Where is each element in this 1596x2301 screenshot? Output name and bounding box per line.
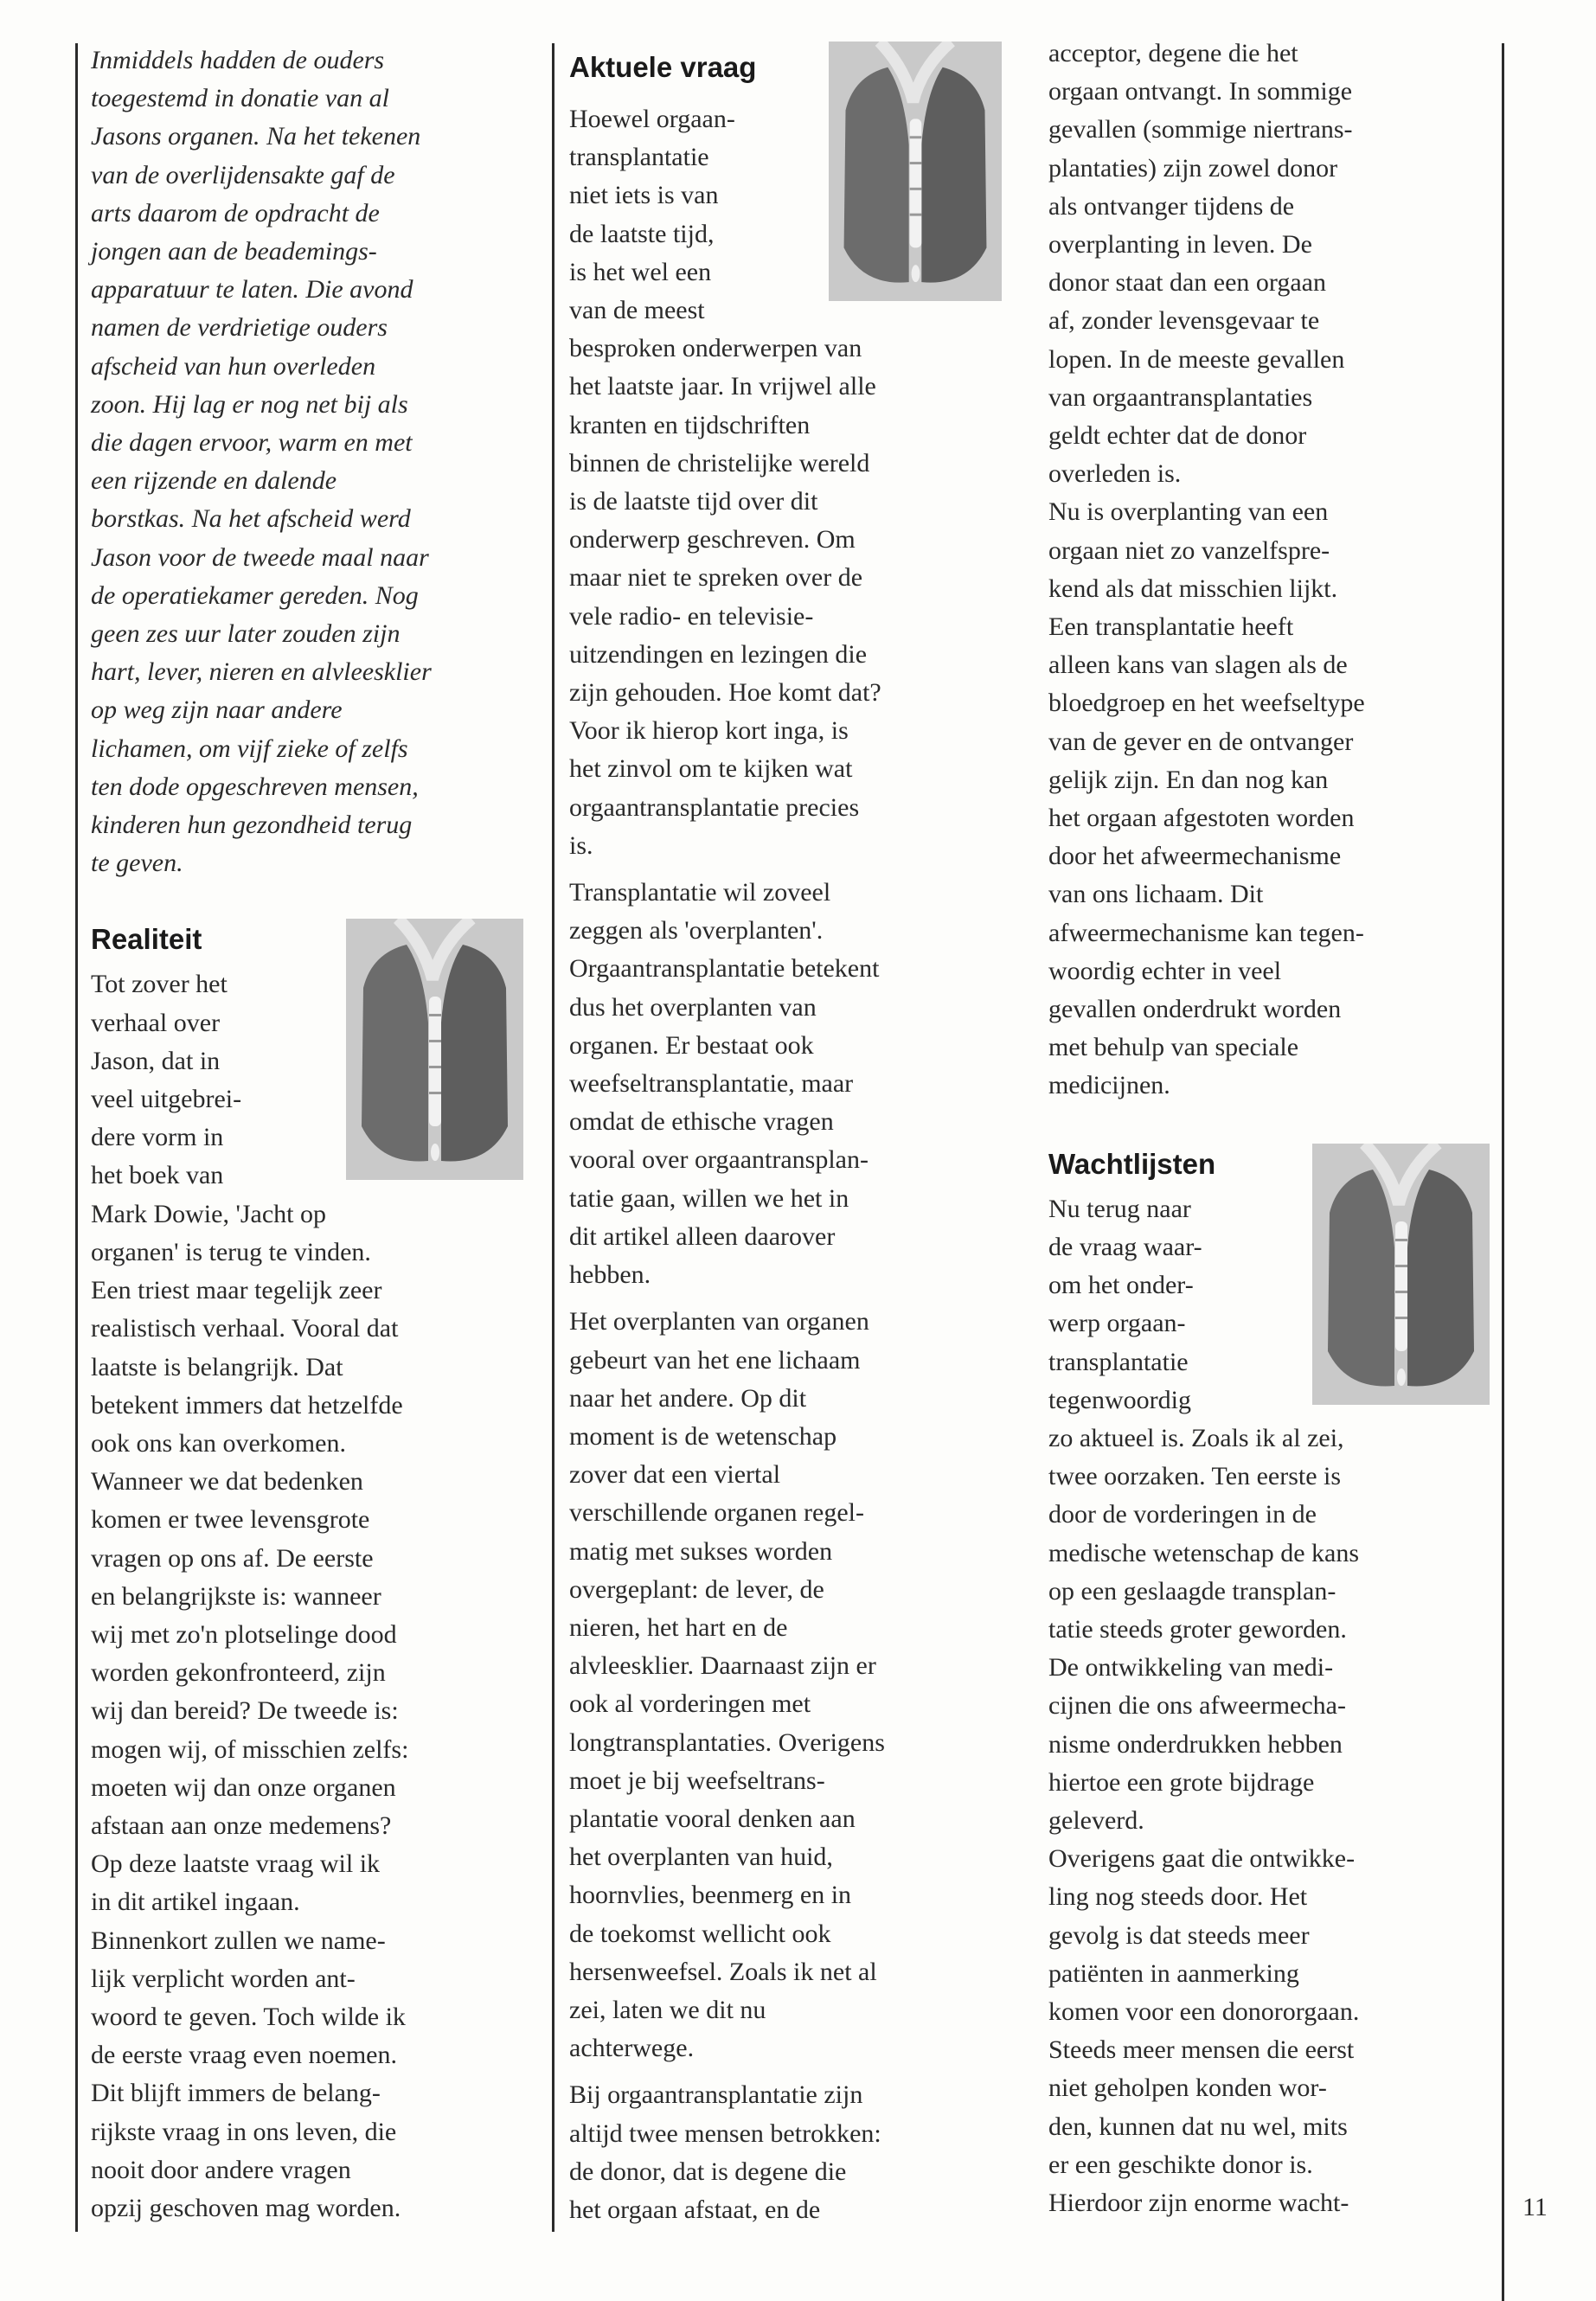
column3-paragraph-1: acceptor, degene die het orgaan ontvangt. In sommige gevallen (sommige niertrans- plantaties) zijn zowel donor als ontvanger tijdens de overplanting in leven. De donor staat dan een orgaan af, zonder levensgevaar te lopen. In de meeste gevallen van orgaantransplantaties geldt echter dat de donor overleden is. xyxy=(1048,39,1353,489)
lungs-illustration xyxy=(346,919,523,1180)
column-2 xyxy=(569,42,1002,2229)
column-rule-middle xyxy=(552,43,554,2232)
heading-aktuele-vraag: Aktuele vraag xyxy=(569,51,757,83)
wachtlijsten-paragraph-1: Nu terug naar de vraag waar- om het onder- werp orgaan- transplantatie tegenwoordig zo aktueel is. Zoals ik al zei, twee oorzaken. Ten eerste is door de vorderingen in de medische wetenschap de kans op een geslaagde transplan- tatie steeds groter geworden. De ontwikkeling van medi- cijnen die ons afweermecha- nisme onderdrukken hebben hiertoe een grote bijdrage geleverd. xyxy=(1048,1194,1360,1835)
wachtlijsten-paragraph-2: Overigens gaat die ontwikke- ling nog steeds door. Het gevolg is dat steeds meer patiënten in aanmerking komen voor een donororgaan. Steeds meer mensen die eerst niet geholpen konden wor- den, kunnen dat nu wel, mits er een geschikte donor is. Hierdoor zijn enorme wacht- xyxy=(1048,1844,1360,2217)
aktuele-vraag-paragraph-4: Bij orgaantransplantatie zijn altijd twee mensen betrokken: de donor, dat is degene die het orgaan afstaat, en de xyxy=(569,2080,881,2224)
column-1 xyxy=(91,42,523,2227)
lungs-illustration xyxy=(829,42,1002,301)
aktuele-vraag-paragraph-3: Het overplanten van organen gebeurt van het ene lichaam naar het andere. Op dit moment is de wetenschap zover dat een viertal verschillende organen regel- matig met sukses worden overgeplant: de lever, de nieren, het hart en de alvleesklier. Daarnaast zijn er ook al vorderingen met longtransplantaties. Overigens moet je bij weefseltrans- plantatie vooral denken aan het overplanten van huid, hoornvlies, beenmerg en in de toekomst wellicht ook hersenweefsel. Zoals ik net al zei, laten we dit nu achterwege. xyxy=(569,1307,885,2063)
aktuele-vraag-paragraph-2: Transplantatie wil zoveel zeggen als 'overplanten'. Orgaantransplantatie betekent dus het overplanten van organen. Er bestaat ook weefseltransplantatie, maar omdat de ethische vragen vooral over orgaantransplan- tatie gaan, willen we het in dit artikel alleen daarover hebben. xyxy=(569,878,880,1290)
heading-realiteit: Realiteit xyxy=(91,923,202,956)
page-number: 11 xyxy=(1522,2193,1548,2221)
column-rule-left xyxy=(75,43,78,2232)
heading-wachtlijsten: Wachtlijsten xyxy=(1048,1147,1216,1180)
column-3 xyxy=(1048,35,1490,2222)
lungs-photo xyxy=(346,919,523,1180)
lungs-illustration xyxy=(1312,1144,1490,1405)
aktuele-vraag-paragraph-1: Hoewel orgaan- transplantatie niet iets is van de laatste tijd, is het wel een van de meest besproken onderwerpen van het laatste jaar. In vrijwel alle kranten en tijdschriften binnen de christelijke wereld is de laatste tijd over dit onderwerp geschreven. Om maar niet te spreken over de vele radio- en televisie- uitzendingen en lezingen die zijn gehouden. Hoe komt dat? Voor ik hierop kort inga, is het zinvol om te kijken wat orgaantransplantatie precies is. xyxy=(569,105,881,860)
realiteit-paragraph: Tot zover het verhaal over Jason, dat in veel uitgebrei- dere vorm in het boek van Mark Dowie, 'Jacht op organen' is terug te vinden. Een triest maar tegelijk zeer realistisch verhaal. Vooral dat laatste is belangrijk. Dat betekent immers dat hetzelfde ook ons kan overkomen. Wanneer we dat bedenken komen er twee levensgrote vragen op ons af. De eerste en belangrijkste is: wanneer wij met zo'n plotselinge dood worden gekonfronteerd, zijn wij dan bereid? De tweede is: mogen wij, of misschien zelfs: moeten wij dan onze organen afstaan aan onze medemens? Op deze laatste vraag wil ik in dit artikel ingaan. Binnenkort zullen we name- lijk verplicht worden ant- woord te geven. Toch wilde ik de eerste vraag even noemen. Dit blijft immers de belang- rijkste vraag in ons leven, die nooit door andere vragen opzij geschoven mag worden. xyxy=(91,970,409,2222)
column3-paragraph-2: Nu is overplanting van een orgaan niet zo vanzelfspre- kend als dat misschien lijkt. Een transplantatie heeft alleen kans van slagen als de bloedgroep en het weefseltype van de gever en de ontvanger gelijk zijn. En dan nog kan het orgaan afgestoten worden door het afweermechanisme van ons lichaam. Dit afweermechanisme kan tegen- woordig echter in veel gevallen onderdrukt worden met behulp van speciale medicijnen. xyxy=(1048,497,1365,1100)
column-rule-right xyxy=(1502,43,1504,2301)
intro-italic-paragraph: Inmiddels hadden de ouders toegestemd in donatie van al Jasons organen. Na het tekenen van de overlijdensakte gaf de arts daarom de opdracht de jongen aan de beademings- apparatuur te laten. Die avond namen de verdrietige ouders afscheid van hun overleden zoon. Hij lag er nog net bij als die dagen ervoor, warm en met een rijzende en dalende borstkas. Na het afscheid werd Jason voor de tweede maal naar de operatiekamer gereden. Nog geen zes uur later zouden zijn hart, lever, nieren en alvleesklier op weg zijn naar andere lichamen, om vijf zieke of zelfs ten dode opgeschreven mensen, kinderen hun gezondheid terug te geven. xyxy=(91,46,432,878)
lungs-photo-2 xyxy=(829,42,1002,301)
lungs-photo-3 xyxy=(1312,1144,1490,1405)
